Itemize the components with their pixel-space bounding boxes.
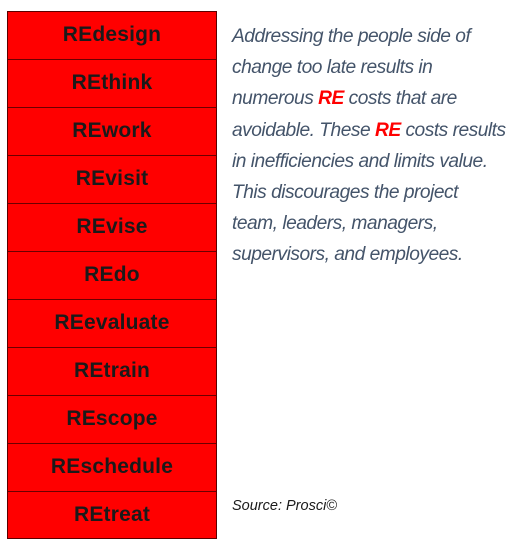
source-citation: Source: Prosci© xyxy=(232,498,337,514)
stack-item-revise: REvise xyxy=(8,203,216,250)
description-line: costs results xyxy=(400,119,506,141)
stack-item-redesign: REdesign xyxy=(8,12,216,58)
re-word-stack xyxy=(7,11,217,539)
stack-item-revisit: REvisit xyxy=(8,155,216,202)
description-line: in inefficiencies and limits value. xyxy=(232,150,488,172)
description-line: costs that are xyxy=(343,88,457,110)
description-line: supervisors, and employees. xyxy=(232,244,463,266)
stack-item-retrain: REtrain xyxy=(8,347,216,394)
re-emphasis: RE xyxy=(318,88,344,110)
stack-item-reschedule: REschedule xyxy=(8,443,216,490)
stack-item-rethink: REthink xyxy=(8,59,216,106)
description-line: team, leaders, managers, xyxy=(232,213,438,235)
stack-item-redo: REdo xyxy=(8,251,216,298)
re-emphasis: RE xyxy=(374,119,401,141)
description-line: numerous xyxy=(232,88,319,110)
stack-item-retreat: REtreat xyxy=(8,491,216,538)
stack-item-rescope: REscope xyxy=(8,395,216,442)
description-paragraph xyxy=(232,21,510,271)
description-line: This discourages the project xyxy=(232,182,458,204)
description-line: Addressing the people side of xyxy=(232,26,471,47)
stack-item-reevaluate: REevaluate xyxy=(8,299,216,346)
description-line: avoidable. These xyxy=(232,119,375,141)
stack-item-rework: REwork xyxy=(8,107,216,154)
description-line: change too late results in xyxy=(232,57,433,79)
